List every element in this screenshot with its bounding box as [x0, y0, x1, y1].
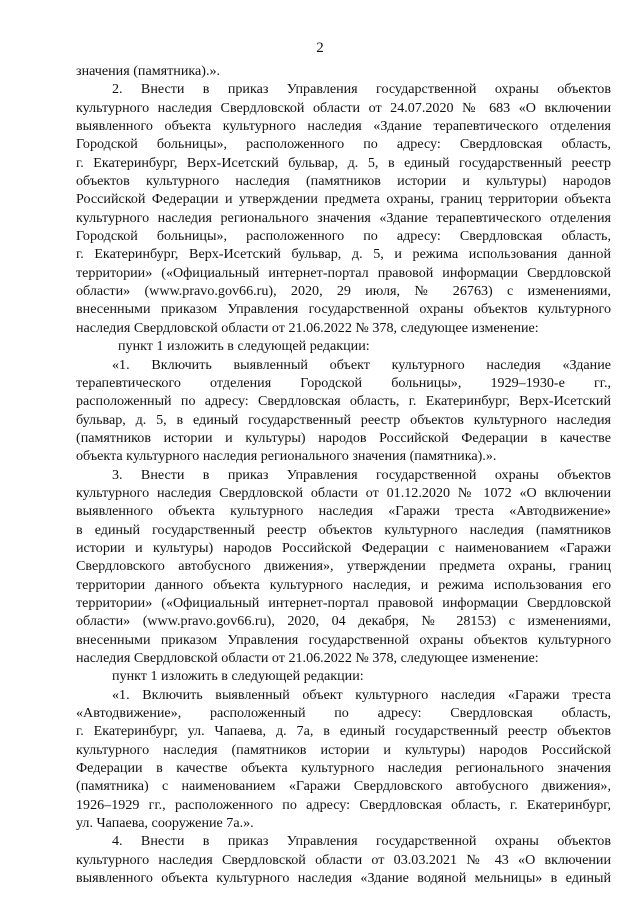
text-line: 2. Внести в приказ Управления государственной охраны объектов [112, 81, 611, 98]
text-line: наследия Свердловской области от 21.06.2022 № 378, следующее изменение: [76, 319, 539, 336]
text-line: культурного наследия Свердловской области от 03.03.2021 № 43 «О включении [76, 851, 611, 868]
text-line: выявленного объекта культурного наследия «Здание водяной мельницы» в единый [76, 870, 611, 887]
text-line: объектов культурного наследия (памятников истории и культуры) народов [76, 173, 611, 190]
text-line: в единый государственный реестр объектов культурного наследия (памятников [76, 521, 611, 538]
text-line: культурного наследия регионального значения «Здание терапевтического отделения [76, 209, 611, 226]
text-line: пункт 1 изложить в следующей редакции: [112, 668, 364, 685]
text-line: области» (www.pravo.gov66.ru), 2020, 29 июля, № 26763) с изменениями, [76, 283, 611, 300]
text-line: внесенными приказом Управления государственной охраны объектов культурного [76, 631, 611, 648]
text-line: области» (www.pravo.gov66.ru), 2020, 04 декабря, № 28153) с изменениями, [76, 613, 611, 630]
text-line: территории данного объекта культурного наследия, и режима использования его [76, 576, 611, 593]
text-line: 4. Внести в приказ Управления государственной охраны объектов [112, 833, 611, 850]
text-line: г. Екатеринбург, Верх-Исетский бульвар, д. 5, и режима использования данной [76, 246, 611, 263]
text-line: значения (памятника).». [76, 63, 221, 79]
text-line: Городской больницы», расположенного по адресу: Свердловская область, [76, 228, 611, 245]
text-line: 3. Внести в приказ Управления государственной охраны объектов [112, 466, 611, 483]
text-line: (памятника) с наименованием «Гаражи Свердловского автобусного движения», [76, 778, 611, 795]
text-line: истории и культуры) народов Российской Федерации с наименованием «Гаражи [76, 539, 611, 556]
text-line: «1. Включить выявленный объект культурного наследия «Гаражи треста [112, 686, 611, 703]
text-line: культурного наследия Свердловской области от 01.12.2020 № 1072 «О включении [76, 484, 611, 501]
text-line: «Автодвижение», расположенный по адресу: Свердловская область, [76, 705, 611, 722]
text-line: территории» («Официальный интернет-портал правовой информации Свердловской [76, 264, 611, 281]
text-line: Российской Федерации и утверждении предмета охраны, границ территории объекта [76, 191, 611, 208]
text-line: Городской больницы», расположенного по адресу: Свердловская область, [76, 136, 611, 153]
text-line: культурного наследия Свердловской области от 24.07.2020 № 683 «О включении [76, 99, 611, 116]
text-line: пункт 1 изложить в следующей редакции: [118, 338, 370, 355]
text-line: объекта культурного наследия регионального значения (памятника).». [76, 448, 497, 465]
text-line: «1. Включить выявленный объект культурного наследия «Здание [112, 356, 611, 373]
text-line: территории» («Официальный интернет-портал правовой информации Свердловской [76, 594, 611, 611]
text-line: ул. Чапаева, сооружение 7а.». [76, 815, 254, 832]
text-line: (памятников истории и культуры) народов Российской Федерации в качестве [76, 429, 611, 446]
text-line: внесенными приказом Управления государственной охраны объектов культурного [76, 301, 611, 318]
text-line: терапевтического отделения Городской больницы», 1929–1930-е гг., [76, 374, 611, 391]
text-line: Свердловского автобусного движения», утверждении предмета охраны, границ [76, 558, 611, 575]
text-line: 1926–1929 гг., расположенного по адресу: Свердловская область, г. Екатеринбург, [76, 796, 611, 813]
text-line: г. Екатеринбург, ул. Чапаева, д. 7а, в единый государственный реестр объектов [76, 723, 611, 740]
text-line: культурного наследия (памятников истории и культуры) народов Российской [76, 741, 611, 758]
document-body [76, 62, 611, 887]
text-line: выявленного объекта культурного наследия «Гаражи треста «Автодвижение» [76, 503, 611, 520]
text-line: Федерации в качестве объекта культурного наследия регионального значения [76, 760, 611, 777]
page-number: 2 [316, 40, 324, 56]
text-line: выявленного объекта культурного наследия «Здание терапевтического отделения [76, 118, 611, 135]
text-line: бульвар, д. 5, в единый государственный реестр объектов культурного наследия [76, 411, 611, 428]
text-line: наследия Свердловской области от 21.06.2022 № 378, следующее изменение: [76, 650, 539, 666]
text-line: г. Екатеринбург, Верх-Исетский бульвар, д. 5, в единый государственный реестр [76, 154, 611, 171]
text-line: расположенный по адресу: Свердловская область, г. Екатеринбург, Верх-Исетский [76, 393, 611, 410]
